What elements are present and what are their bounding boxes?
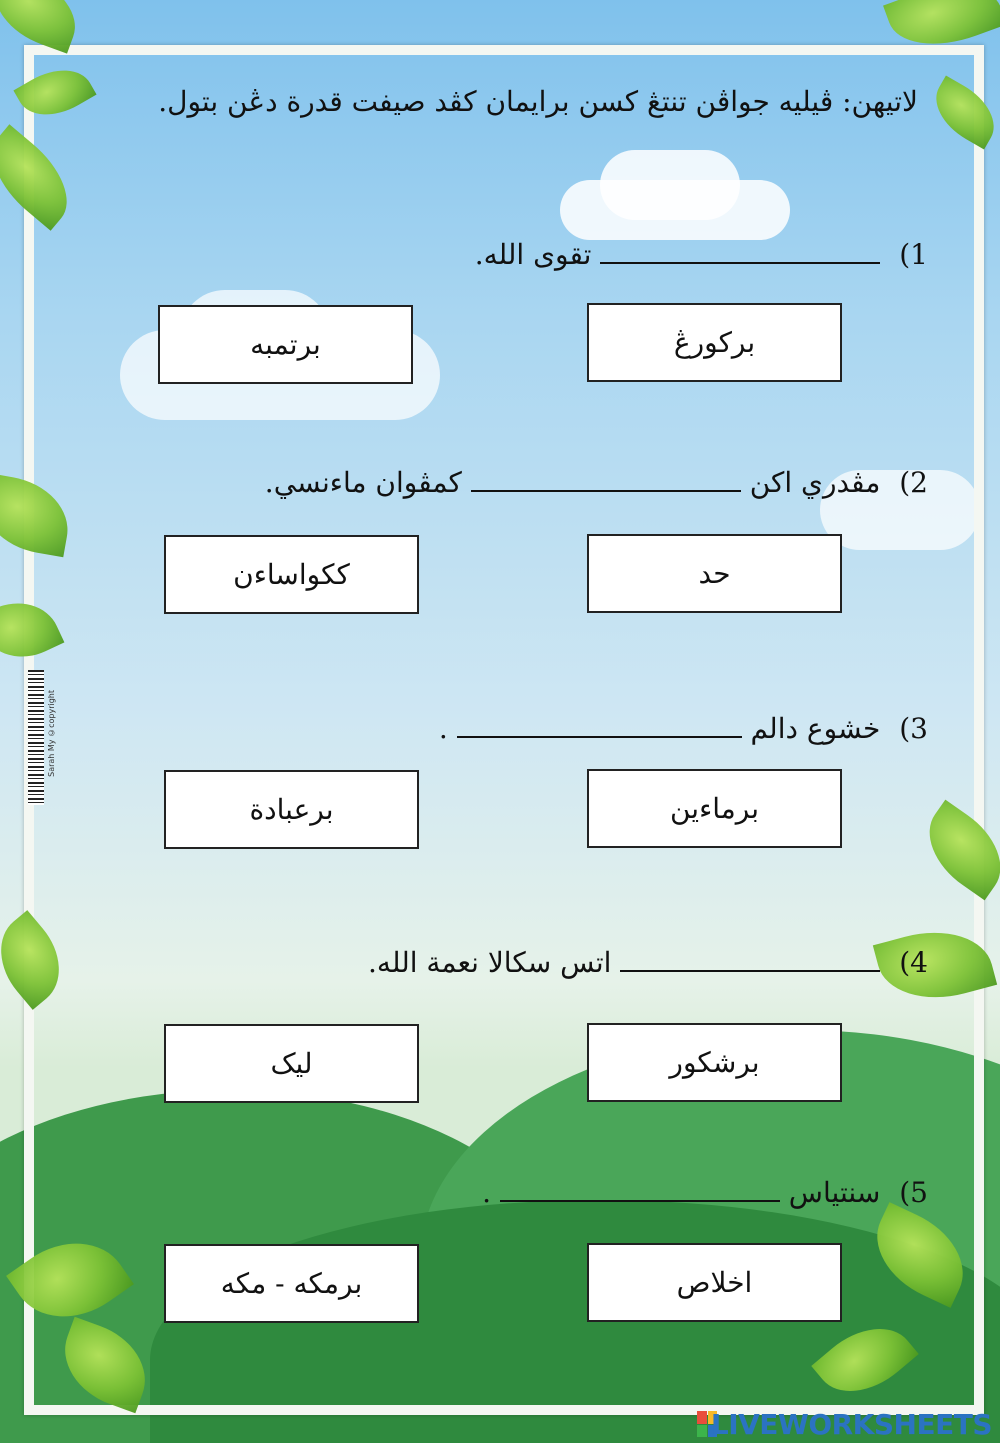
question-number: 1) — [899, 238, 928, 271]
option-5b[interactable]: برمكه - مكه — [164, 1244, 419, 1323]
question-number: 5) — [899, 1176, 928, 1209]
brand-wordmark[interactable]: LIVEWORKSHEETS — [710, 1408, 992, 1441]
question-text-after: . — [438, 712, 448, 745]
question-text-before: مڤدري اكن — [749, 466, 881, 499]
question-text-after: اتس سكالا نعمة الله. — [368, 946, 612, 979]
answer-blank[interactable] — [600, 262, 880, 264]
question-text-before: خشوع دالم — [750, 712, 881, 745]
instruction-text: لاتيهن: ڤيليه جواڤن تنتڠ كسن برايمان كڤد صيفت قدرة دڠن بتول. — [158, 85, 918, 118]
option-1b[interactable]: برتمبه — [158, 305, 413, 384]
answer-blank[interactable] — [471, 490, 741, 492]
option-5a[interactable]: اخلاص — [587, 1243, 842, 1322]
question-text-after: . — [482, 1176, 491, 1209]
question-1 — [475, 238, 928, 271]
question-3 — [439, 712, 928, 745]
option-3a[interactable]: برماءين — [587, 769, 842, 848]
option-3b[interactable]: برعبادة — [164, 770, 419, 849]
answer-blank[interactable] — [457, 736, 742, 738]
answer-blank[interactable] — [620, 970, 880, 972]
question-4 — [368, 946, 928, 979]
option-2a[interactable]: حد — [587, 534, 842, 613]
option-2b[interactable]: ككواساءن — [164, 535, 419, 614]
answer-blank[interactable] — [500, 1200, 780, 1202]
question-5 — [482, 1176, 928, 1209]
question-text-after: كمڤوان ماءنسي. — [264, 466, 462, 499]
copyright-watermark: Sarah My ©copyright — [47, 690, 56, 777]
question-number: 2) — [899, 466, 928, 499]
question-number: 3) — [899, 712, 928, 745]
question-number: 4) — [899, 946, 928, 979]
question-2 — [265, 466, 928, 499]
option-4a[interactable]: برشكور — [587, 1023, 842, 1102]
option-1a[interactable]: بركورڠ — [587, 303, 842, 382]
question-text-after: تقوى الله. — [474, 238, 592, 271]
option-4b[interactable]: ليک — [164, 1024, 419, 1103]
question-text-before: سنتياس — [788, 1176, 881, 1209]
barcode-watermark — [28, 670, 44, 805]
